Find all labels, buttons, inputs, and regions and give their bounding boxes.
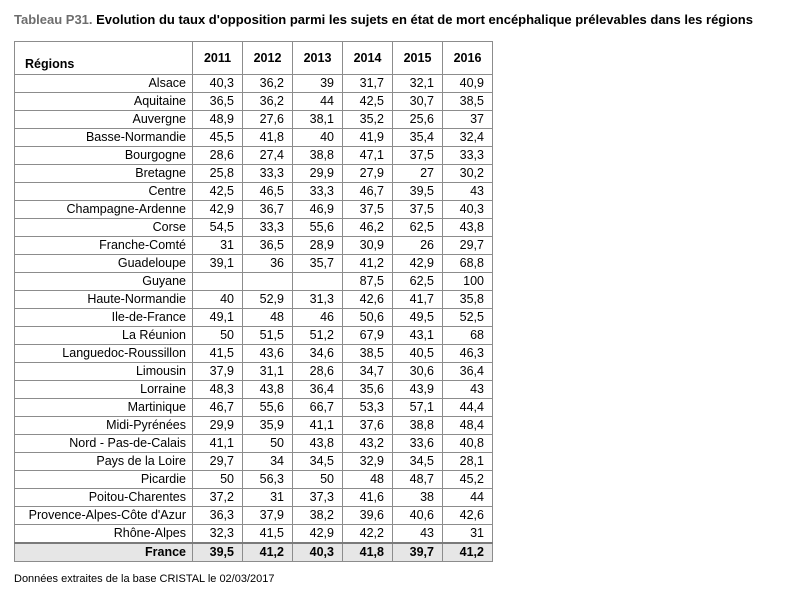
rate-value: 30,9 bbox=[343, 237, 393, 255]
rate-value: 41,9 bbox=[343, 129, 393, 147]
region-name: Provence-Alpes-Côte d'Azur bbox=[15, 507, 193, 525]
rate-value: 34,6 bbox=[293, 345, 343, 363]
rate-value: 40,5 bbox=[393, 345, 443, 363]
rate-value: 33,3 bbox=[243, 165, 293, 183]
table-row bbox=[15, 471, 493, 489]
rate-value: 48,7 bbox=[393, 471, 443, 489]
rate-value: 32,1 bbox=[393, 75, 443, 93]
rate-value: 46,3 bbox=[443, 345, 493, 363]
table-row bbox=[15, 219, 493, 237]
rate-value: 48 bbox=[243, 309, 293, 327]
rate-value: 31,7 bbox=[343, 75, 393, 93]
rate-value: 37,3 bbox=[293, 489, 343, 507]
rate-value: 37,2 bbox=[193, 489, 243, 507]
rate-value: 62,5 bbox=[393, 273, 443, 291]
rate-value: 48,9 bbox=[193, 111, 243, 129]
rate-value: 45,5 bbox=[193, 129, 243, 147]
rate-value: 42,2 bbox=[343, 525, 393, 544]
rate-value: 34,5 bbox=[393, 453, 443, 471]
total-value: 40,3 bbox=[293, 543, 343, 562]
rate-value: 36,4 bbox=[293, 381, 343, 399]
rate-value: 37,5 bbox=[343, 201, 393, 219]
rate-value: 41,8 bbox=[243, 129, 293, 147]
region-name: Lorraine bbox=[15, 381, 193, 399]
region-name: Picardie bbox=[15, 471, 193, 489]
rate-value: 43,8 bbox=[443, 219, 493, 237]
column-header-year: 2012 bbox=[243, 42, 293, 75]
rate-value: 35,8 bbox=[443, 291, 493, 309]
table-body bbox=[15, 75, 493, 562]
rate-value bbox=[293, 273, 343, 291]
rate-value: 48,4 bbox=[443, 417, 493, 435]
rate-value: 41,6 bbox=[343, 489, 393, 507]
region-name: La Réunion bbox=[15, 327, 193, 345]
rate-value: 35,6 bbox=[343, 381, 393, 399]
rate-value: 31 bbox=[193, 237, 243, 255]
rate-value: 33,3 bbox=[293, 183, 343, 201]
rate-value: 40,6 bbox=[393, 507, 443, 525]
rate-value: 35,9 bbox=[243, 417, 293, 435]
rate-value: 41,2 bbox=[343, 255, 393, 273]
table-row bbox=[15, 525, 493, 544]
rate-value: 41,5 bbox=[193, 345, 243, 363]
rate-value: 68 bbox=[443, 327, 493, 345]
rate-value: 68,8 bbox=[443, 255, 493, 273]
total-value: 39,7 bbox=[393, 543, 443, 562]
rate-value: 54,5 bbox=[193, 219, 243, 237]
table-row bbox=[15, 507, 493, 525]
region-name: Midi-Pyrénées bbox=[15, 417, 193, 435]
rate-value: 38,5 bbox=[343, 345, 393, 363]
table-row bbox=[15, 75, 493, 93]
rate-value: 51,2 bbox=[293, 327, 343, 345]
rate-value: 50 bbox=[193, 471, 243, 489]
region-name: Languedoc-Roussillon bbox=[15, 345, 193, 363]
region-name: Pays de la Loire bbox=[15, 453, 193, 471]
rate-value: 67,9 bbox=[343, 327, 393, 345]
rate-value: 44 bbox=[293, 93, 343, 111]
rate-value: 28,6 bbox=[293, 363, 343, 381]
region-name: Centre bbox=[15, 183, 193, 201]
rate-value: 43 bbox=[443, 381, 493, 399]
rate-value: 38,5 bbox=[443, 93, 493, 111]
rate-value: 29,7 bbox=[193, 453, 243, 471]
rate-value: 42,9 bbox=[393, 255, 443, 273]
rate-value: 38,8 bbox=[293, 147, 343, 165]
rate-value bbox=[193, 273, 243, 291]
region-name: Ile-de-France bbox=[15, 309, 193, 327]
rate-value: 41,5 bbox=[243, 525, 293, 544]
rate-value: 46,5 bbox=[243, 183, 293, 201]
table-row bbox=[15, 417, 493, 435]
rate-value: 27,4 bbox=[243, 147, 293, 165]
rate-value: 44,4 bbox=[443, 399, 493, 417]
rate-value: 40,9 bbox=[443, 75, 493, 93]
rate-value: 56,3 bbox=[243, 471, 293, 489]
rate-value: 40,3 bbox=[193, 75, 243, 93]
rate-value: 42,9 bbox=[193, 201, 243, 219]
rate-value: 48 bbox=[343, 471, 393, 489]
rate-value: 43,8 bbox=[243, 381, 293, 399]
source-note: Données extraites de la base CRISTAL le 02/03/2017 bbox=[14, 573, 275, 585]
rate-value: 37 bbox=[443, 111, 493, 129]
rate-value: 47,1 bbox=[343, 147, 393, 165]
column-header-year: 2015 bbox=[393, 42, 443, 75]
rate-value: 36,5 bbox=[243, 237, 293, 255]
rate-value: 31,1 bbox=[243, 363, 293, 381]
table-row bbox=[15, 183, 493, 201]
column-header-year: 2011 bbox=[193, 42, 243, 75]
rate-value: 36,7 bbox=[243, 201, 293, 219]
rate-value: 43,8 bbox=[293, 435, 343, 453]
rate-value: 30,2 bbox=[443, 165, 493, 183]
rate-value: 29,9 bbox=[193, 417, 243, 435]
rate-value: 32,9 bbox=[343, 453, 393, 471]
rate-value: 43,1 bbox=[393, 327, 443, 345]
region-name: Martinique bbox=[15, 399, 193, 417]
region-name: Guyane bbox=[15, 273, 193, 291]
rate-value: 45,2 bbox=[443, 471, 493, 489]
rate-value: 42,5 bbox=[193, 183, 243, 201]
rate-value: 34 bbox=[243, 453, 293, 471]
rate-value: 34,7 bbox=[343, 363, 393, 381]
region-name: Guadeloupe bbox=[15, 255, 193, 273]
rate-value: 38 bbox=[393, 489, 443, 507]
rate-value: 35,2 bbox=[343, 111, 393, 129]
region-name: Champagne-Ardenne bbox=[15, 201, 193, 219]
table-row bbox=[15, 489, 493, 507]
rate-value: 43,9 bbox=[393, 381, 443, 399]
rate-value: 40 bbox=[293, 129, 343, 147]
region-name: Alsace bbox=[15, 75, 193, 93]
table-row bbox=[15, 111, 493, 129]
table-row bbox=[15, 291, 493, 309]
rate-value: 42,6 bbox=[343, 291, 393, 309]
table-row bbox=[15, 327, 493, 345]
table-row bbox=[15, 165, 493, 183]
rate-value: 36,3 bbox=[193, 507, 243, 525]
rate-value: 28,9 bbox=[293, 237, 343, 255]
table-row bbox=[15, 129, 493, 147]
rate-value: 36 bbox=[243, 255, 293, 273]
rate-value: 34,5 bbox=[293, 453, 343, 471]
rate-value: 57,1 bbox=[393, 399, 443, 417]
table-title-text: Evolution du taux d'opposition parmi les sujets en état de mort encéphalique prélevables dans les régions bbox=[92, 12, 753, 27]
table-number: Tableau P31. bbox=[14, 12, 93, 27]
rate-value: 39,6 bbox=[343, 507, 393, 525]
opposition-rate-table bbox=[14, 41, 493, 562]
rate-value: 66,7 bbox=[293, 399, 343, 417]
region-name: Haute-Normandie bbox=[15, 291, 193, 309]
rate-value bbox=[243, 273, 293, 291]
rate-value: 27 bbox=[393, 165, 443, 183]
column-header-year: 2016 bbox=[443, 42, 493, 75]
table-row bbox=[15, 255, 493, 273]
rate-value: 49,1 bbox=[193, 309, 243, 327]
rate-value: 52,9 bbox=[243, 291, 293, 309]
region-name: Nord - Pas-de-Calais bbox=[15, 435, 193, 453]
rate-value: 55,6 bbox=[293, 219, 343, 237]
rate-value: 33,3 bbox=[243, 219, 293, 237]
table-title bbox=[14, 12, 753, 27]
table-row bbox=[15, 93, 493, 111]
rate-value: 40 bbox=[193, 291, 243, 309]
rate-value: 38,1 bbox=[293, 111, 343, 129]
rate-value: 31,3 bbox=[293, 291, 343, 309]
rate-value: 42,5 bbox=[343, 93, 393, 111]
region-name: Poitou-Charentes bbox=[15, 489, 193, 507]
region-name: Bourgogne bbox=[15, 147, 193, 165]
rate-value: 43,6 bbox=[243, 345, 293, 363]
table-row bbox=[15, 381, 493, 399]
total-label: France bbox=[15, 543, 193, 562]
rate-value: 35,4 bbox=[393, 129, 443, 147]
rate-value: 50 bbox=[193, 327, 243, 345]
total-value: 41,2 bbox=[243, 543, 293, 562]
region-name: Auvergne bbox=[15, 111, 193, 129]
rate-value: 37,5 bbox=[393, 201, 443, 219]
rate-value: 28,6 bbox=[193, 147, 243, 165]
table-row bbox=[15, 237, 493, 255]
rate-value: 49,5 bbox=[393, 309, 443, 327]
rate-value: 37,9 bbox=[193, 363, 243, 381]
rate-value: 39 bbox=[293, 75, 343, 93]
table-row bbox=[15, 309, 493, 327]
rate-value: 40,3 bbox=[443, 201, 493, 219]
rate-value: 36,2 bbox=[243, 93, 293, 111]
rate-value: 46,7 bbox=[193, 399, 243, 417]
rate-value: 38,8 bbox=[393, 417, 443, 435]
rate-value: 46 bbox=[293, 309, 343, 327]
rate-value: 27,9 bbox=[343, 165, 393, 183]
region-name: Aquitaine bbox=[15, 93, 193, 111]
rate-value: 36,4 bbox=[443, 363, 493, 381]
rate-value: 25,6 bbox=[393, 111, 443, 129]
table-row bbox=[15, 363, 493, 381]
rate-value: 46,7 bbox=[343, 183, 393, 201]
rate-value: 31 bbox=[243, 489, 293, 507]
table-row bbox=[15, 147, 493, 165]
rate-value: 33,6 bbox=[393, 435, 443, 453]
rate-value: 32,3 bbox=[193, 525, 243, 544]
rate-value: 37,6 bbox=[343, 417, 393, 435]
rate-value: 40,8 bbox=[443, 435, 493, 453]
rate-value: 55,6 bbox=[243, 399, 293, 417]
rate-value: 32,4 bbox=[443, 129, 493, 147]
rate-value: 39,5 bbox=[393, 183, 443, 201]
rate-value: 36,5 bbox=[193, 93, 243, 111]
rate-value: 26 bbox=[393, 237, 443, 255]
column-header-year: 2013 bbox=[293, 42, 343, 75]
total-value: 41,8 bbox=[343, 543, 393, 562]
rate-value: 30,6 bbox=[393, 363, 443, 381]
rate-value: 44 bbox=[443, 489, 493, 507]
rate-value: 30,7 bbox=[393, 93, 443, 111]
table-row bbox=[15, 453, 493, 471]
header-row bbox=[15, 42, 493, 75]
table-row bbox=[15, 435, 493, 453]
rate-value: 62,5 bbox=[393, 219, 443, 237]
total-value: 41,2 bbox=[443, 543, 493, 562]
rate-value: 51,5 bbox=[243, 327, 293, 345]
table-row bbox=[15, 399, 493, 417]
rate-value: 43 bbox=[443, 183, 493, 201]
rate-value: 50 bbox=[293, 471, 343, 489]
region-name: Basse-Normandie bbox=[15, 129, 193, 147]
region-name: Franche-Comté bbox=[15, 237, 193, 255]
rate-value: 52,5 bbox=[443, 309, 493, 327]
rate-value: 28,1 bbox=[443, 453, 493, 471]
rate-value: 50 bbox=[243, 435, 293, 453]
column-header-year: 2014 bbox=[343, 42, 393, 75]
rate-value: 29,7 bbox=[443, 237, 493, 255]
rate-value: 29,9 bbox=[293, 165, 343, 183]
rate-value: 35,7 bbox=[293, 255, 343, 273]
region-name: Rhône-Alpes bbox=[15, 525, 193, 544]
rate-value: 46,9 bbox=[293, 201, 343, 219]
table-row bbox=[15, 201, 493, 219]
rate-value: 41,1 bbox=[193, 435, 243, 453]
table-row bbox=[15, 345, 493, 363]
total-row bbox=[15, 543, 493, 562]
rate-value: 27,6 bbox=[243, 111, 293, 129]
column-header-regions: Régions bbox=[15, 42, 193, 75]
rate-value: 31 bbox=[443, 525, 493, 544]
rate-value: 25,8 bbox=[193, 165, 243, 183]
rate-value: 37,5 bbox=[393, 147, 443, 165]
rate-value: 41,1 bbox=[293, 417, 343, 435]
rate-value: 100 bbox=[443, 273, 493, 291]
rate-value: 46,2 bbox=[343, 219, 393, 237]
rate-value: 43,2 bbox=[343, 435, 393, 453]
rate-value: 36,2 bbox=[243, 75, 293, 93]
rate-value: 53,3 bbox=[343, 399, 393, 417]
region-name: Bretagne bbox=[15, 165, 193, 183]
rate-value: 87,5 bbox=[343, 273, 393, 291]
rate-value: 37,9 bbox=[243, 507, 293, 525]
rate-value: 42,6 bbox=[443, 507, 493, 525]
total-value: 39,5 bbox=[193, 543, 243, 562]
region-name: Corse bbox=[15, 219, 193, 237]
rate-value: 43 bbox=[393, 525, 443, 544]
table-row bbox=[15, 273, 493, 291]
rate-value: 42,9 bbox=[293, 525, 343, 544]
region-name: Limousin bbox=[15, 363, 193, 381]
rate-value: 38,2 bbox=[293, 507, 343, 525]
rate-value: 39,1 bbox=[193, 255, 243, 273]
rate-value: 50,6 bbox=[343, 309, 393, 327]
rate-value: 33,3 bbox=[443, 147, 493, 165]
rate-value: 41,7 bbox=[393, 291, 443, 309]
rate-value: 48,3 bbox=[193, 381, 243, 399]
